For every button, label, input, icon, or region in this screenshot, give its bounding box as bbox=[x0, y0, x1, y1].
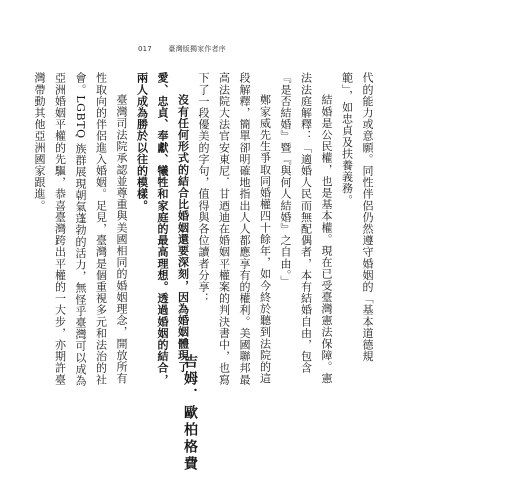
page-number: 017 bbox=[138, 45, 152, 53]
paragraph-2: 結婚是公民權，也是基本權。現在已受臺灣憲法保障。憲法法庭解釋：「適婚人民而無配偶者，本有結婚自由，包含『是否結婚』暨『與何人結婚』之自由。」 bbox=[279, 72, 333, 384]
author-signature: 吉姆．歐柏格費 bbox=[182, 354, 198, 473]
quote-paragraph: 沒有任何形式的結合比婚姻還要深刻，因為婚姻體現了愛、忠貞、奉獻、犧牲和家庭的最高理想。透過婚姻的結合，兩人成為勝於以往的模樣。 bbox=[135, 72, 190, 386]
page-header bbox=[138, 44, 226, 54]
paragraph-3: 鄭家威先生爭取同婚權四十餘年，如今終於聽到法院的這段解釋，簡單卻明確地指出人人都應享有的權利。美國聯邦最高法院大法官安東尼．甘迺迪在婚姻平權案的判決書中，也寫下了一段優美的字句，值得與各位讀者分享： bbox=[197, 72, 272, 386]
paragraph-5: 臺灣司法院承認並尊重與美國相同的婚姻理念，開放所有性取向的伴侶進入婚姻。足見，臺灣是個重視多元和法治的社會。LGBTQ 族群展現朝氣蓬勃的活力，無怪乎臺灣可以成為亞洲婚姻平權的先驅，恭喜臺灣跨出平權的一大步，亦期許臺灣帶動其他亞洲國家跟進。 bbox=[33, 72, 128, 387]
running-title: 臺灣版獨家作者序 bbox=[168, 45, 227, 53]
body-text bbox=[29, 72, 378, 390]
paragraph-1: 代的能力或意願。同性伴侶仍然遵守婚姻的「基本道德規範」，如忠貞及扶養義務。 bbox=[340, 72, 374, 362]
